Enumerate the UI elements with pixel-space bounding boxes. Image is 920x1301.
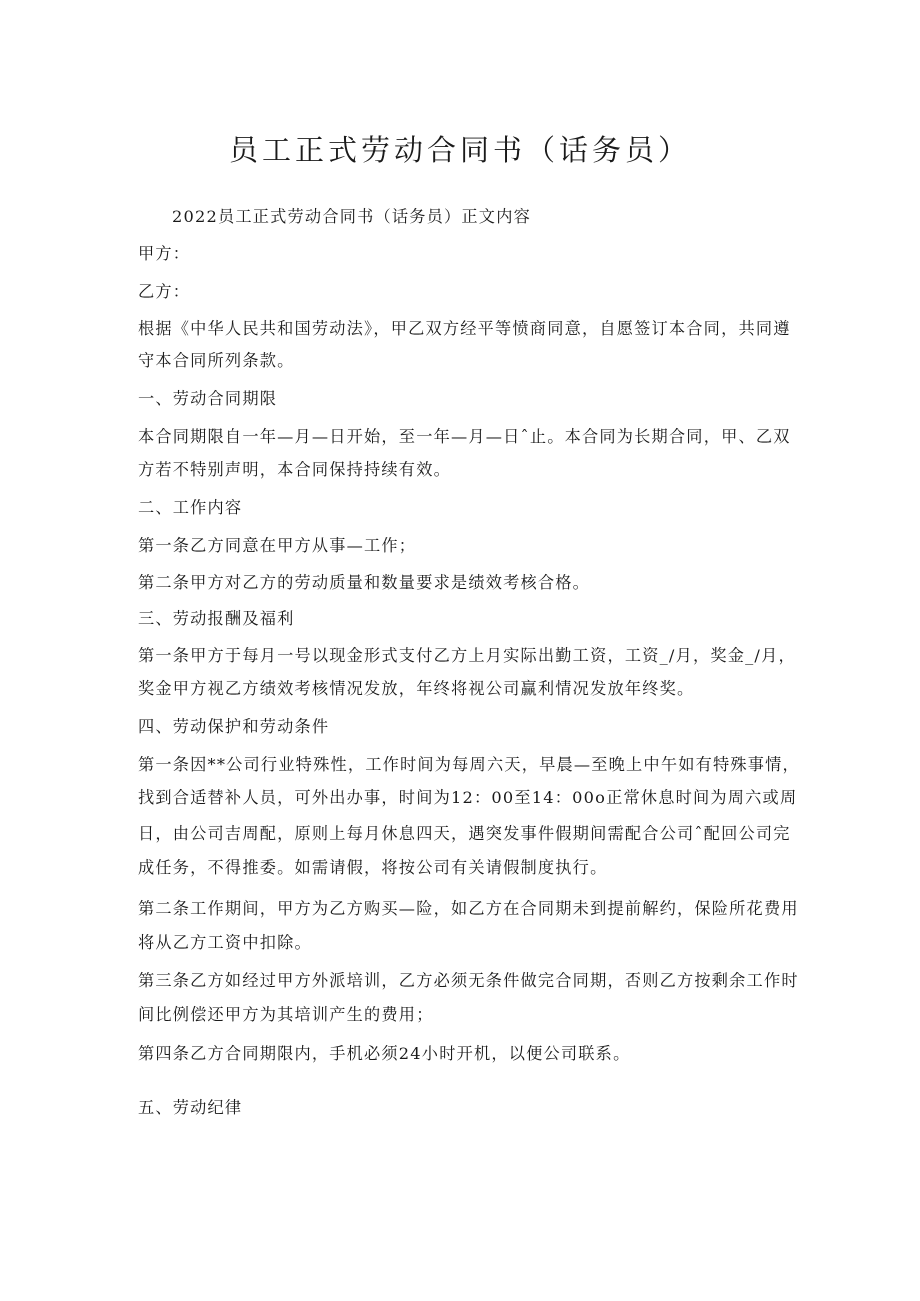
section-term-paragraph-line: 方若不特别声明，本合同保持持续有效。 — [138, 460, 451, 479]
labor-protection-article-1-line: 成任务，不得推委。如需请假，将按公司有关请假制度执行。 — [138, 858, 608, 877]
section-heading-discipline: 五、劳动纪律 — [138, 1098, 243, 1117]
party-a-label: 甲方： — [138, 244, 191, 263]
section-heading-term: 一、劳动合同期限 — [138, 389, 278, 408]
labor-protection-article-2-line: 第二条工作期间，甲方为乙方购买—险，如乙方在合同期未到提前解约，保险所花费用 — [138, 899, 799, 918]
labor-protection-article-4: 第四条乙方合同期限内，手机必须24小时开机，以便公司联系。 — [138, 1044, 631, 1063]
party-b-label: 乙方： — [138, 282, 191, 301]
document-subtitle: 2022员工正式劳动合同书（话务员）正文内容 — [172, 207, 531, 226]
work-content-article-2: 第二条甲方对乙方的劳动质量和数量要求是绩效考核合格。 — [138, 573, 591, 592]
intro-paragraph-line: 守本合同所列条款。 — [138, 351, 295, 370]
labor-protection-article-1-line: 找到合适替补人员，可外出办事，时间为12：00至14：00o正常休息时间为周六或周 — [138, 788, 798, 807]
work-content-article-1: 第一条乙方同意在甲方从事—工作； — [138, 536, 417, 555]
compensation-article-1-line: 奖金甲方视乙方绩效考核情况发放，年终将视公司赢利情况发放年终奖。 — [138, 679, 695, 698]
labor-protection-article-3-line: 第三条乙方如经过甲方外派培训，乙方必须无条件做完合同期，否则乙方按剩余工作时 — [138, 971, 799, 990]
section-term-paragraph-line: 本合同期限自一年—月—日开始，至一年—月—日ˆ止。本合同为长期合同，甲、乙双 — [138, 427, 791, 446]
labor-protection-article-1-line: 日，由公司吉周配，原则上每月休息四天，遇突发事件假期间需配合公司ˆ配回公司完 — [138, 824, 791, 843]
section-heading-work-content: 二、工作内容 — [138, 498, 243, 517]
section-heading-compensation: 三、劳动报酬及福利 — [138, 609, 295, 628]
labor-protection-article-1-line: 第一条因**公司行业特殊性，工作时间为每周六天，早晨—至晚上中午如有特殊事情， — [138, 755, 800, 774]
intro-paragraph-line: 根据《中华人民共和国劳动法》，甲乙双方经平等愤商同意，自愿签订本合同，共同遵 — [138, 319, 791, 338]
section-heading-labor-protection: 四、劳动保护和劳动条件 — [138, 717, 330, 736]
compensation-article-1-line: 第一条甲方于每月一号以现金形式支付乙方上月实际出勤工资，工资_/月，奖金_/月， — [138, 646, 796, 665]
labor-protection-article-2-line: 将从乙方工资中扣除。 — [138, 933, 312, 952]
labor-protection-article-3-line: 间比例偿还甲方为其培训产生的费用； — [138, 1005, 434, 1024]
document-title: 员工正式劳动合同书（话务员） — [228, 133, 691, 167]
